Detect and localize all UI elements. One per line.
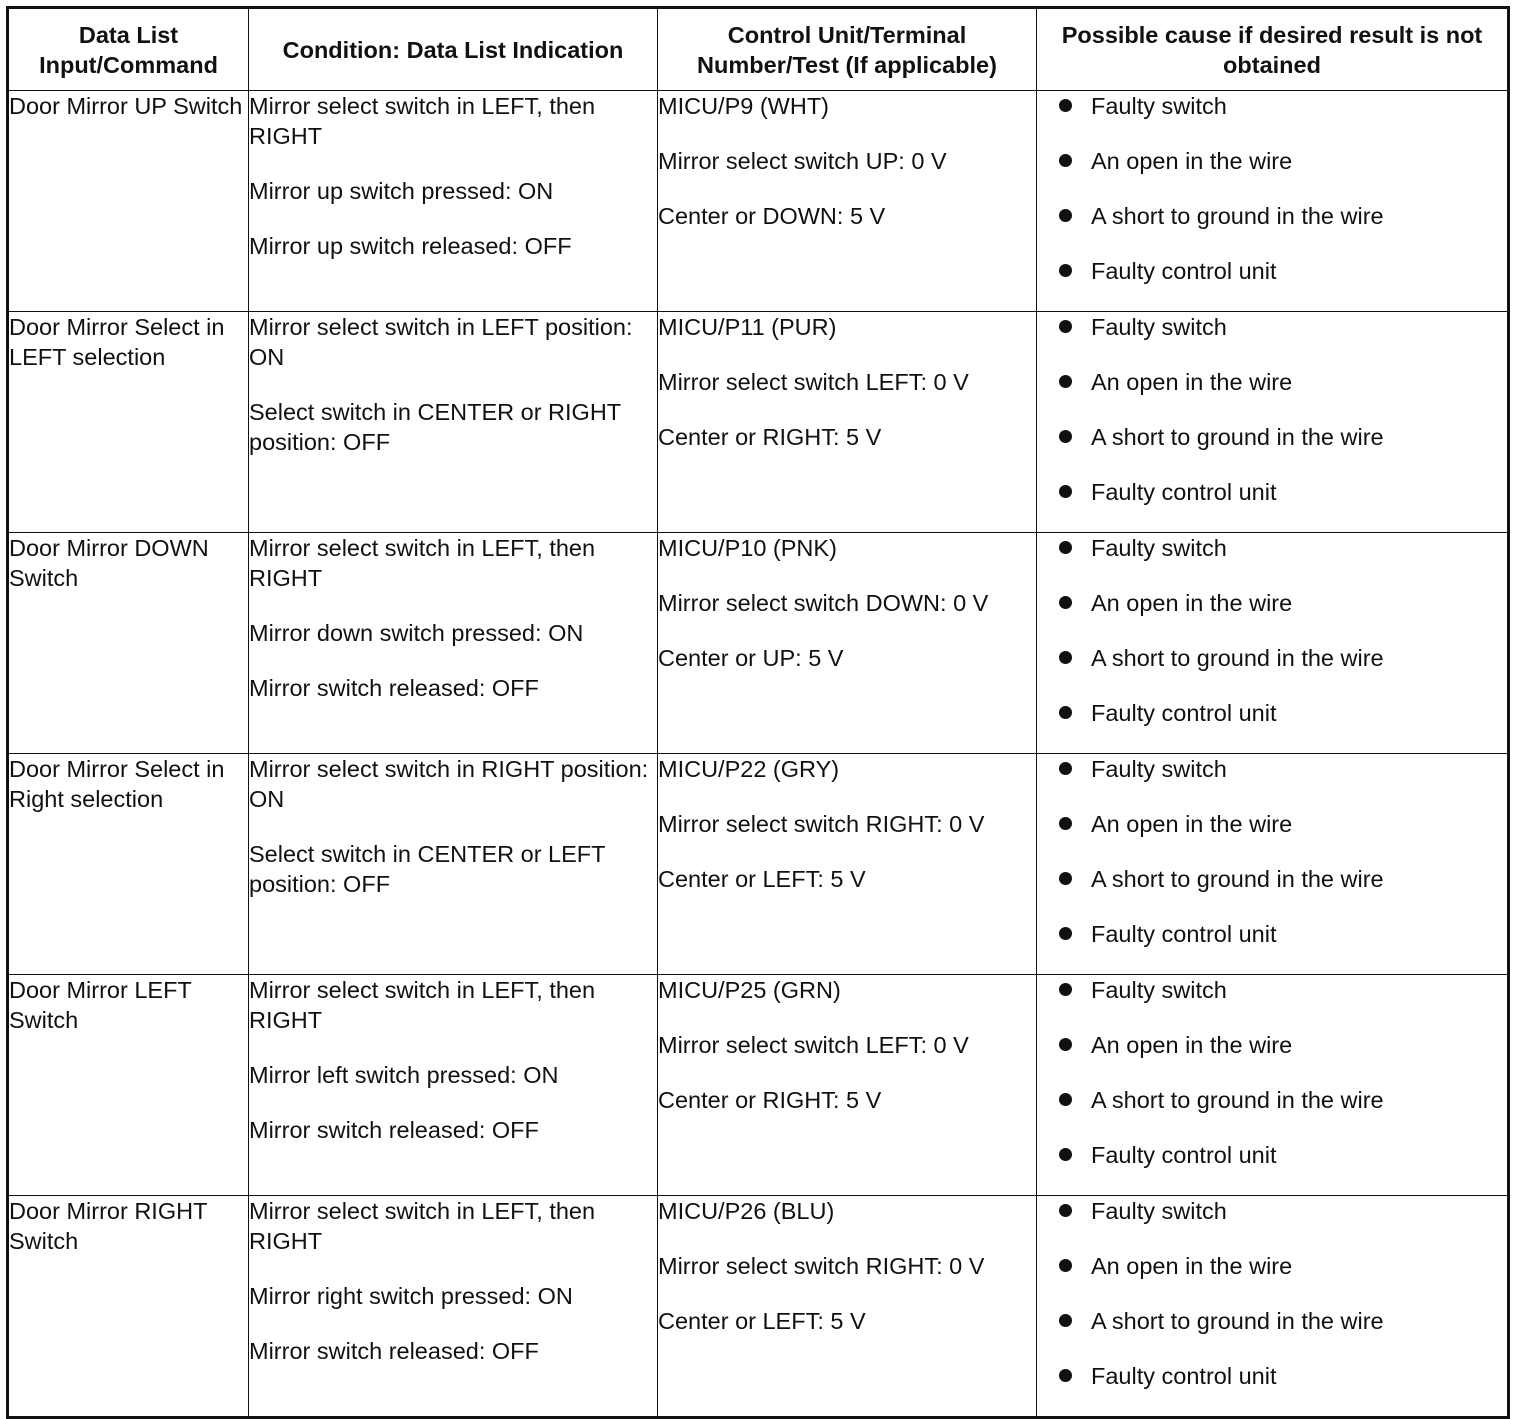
cause-text: Faulty control unit	[1091, 700, 1277, 726]
bullet-icon	[1059, 154, 1072, 167]
cause-item	[1037, 588, 1507, 618]
cell-possible-cause	[1037, 533, 1509, 754]
condition-text: Mirror up switch pressed: ON	[249, 178, 554, 204]
cell-terminal	[658, 754, 1037, 975]
cause-item	[1037, 422, 1507, 452]
cause-text: Faulty switch	[1091, 977, 1227, 1003]
cause-text: A short to ground in the wire	[1091, 203, 1384, 229]
condition-text: Mirror right switch pressed: ON	[249, 1283, 573, 1309]
header-terminal: Control Unit/Terminal Number/Test (If applicable)	[658, 8, 1037, 91]
cause-text: Faulty switch	[1091, 314, 1227, 340]
terminal-text: Center or LEFT: 5 V	[658, 866, 866, 892]
input-command-text: Door Mirror Select in LEFT selection	[9, 314, 225, 370]
cause-item	[1037, 698, 1507, 728]
bullet-icon	[1059, 983, 1072, 996]
table-row	[8, 91, 1509, 312]
cause-item	[1037, 477, 1507, 507]
cause-text: Faulty switch	[1091, 535, 1227, 561]
cause-text: Faulty control unit	[1091, 479, 1277, 505]
bullet-icon	[1059, 817, 1072, 830]
cause-text: Faulty switch	[1091, 1198, 1227, 1224]
condition-text: Mirror select switch in LEFT, then RIGHT	[249, 93, 596, 149]
bullet-icon	[1059, 541, 1072, 554]
condition-text: Mirror switch released: OFF	[249, 675, 539, 701]
header-possible-cause: Possible cause if desired result is not obtained	[1037, 8, 1509, 91]
cell-terminal	[658, 312, 1037, 533]
cell-condition	[249, 1196, 658, 1418]
cell-possible-cause	[1037, 975, 1509, 1196]
cell-input-command	[8, 312, 249, 533]
bullet-icon	[1059, 762, 1072, 775]
cell-input-command	[8, 1196, 249, 1418]
cause-item	[1037, 146, 1507, 176]
condition-text: Mirror up switch released: OFF	[249, 233, 572, 259]
cause-item	[1037, 1306, 1507, 1336]
terminal-text: Center or RIGHT: 5 V	[658, 1087, 882, 1113]
condition-text: Mirror select switch in LEFT, then RIGHT	[249, 535, 596, 591]
terminal-text: Mirror select switch DOWN: 0 V	[658, 590, 989, 616]
bullet-icon	[1059, 1369, 1072, 1382]
input-command-text: Door Mirror LEFT Switch	[9, 977, 192, 1033]
table-row	[8, 533, 1509, 754]
cause-item	[1037, 919, 1507, 949]
terminal-text: MICU/P22 (GRY)	[658, 756, 840, 782]
cause-item	[1037, 809, 1507, 839]
condition-text: Select switch in CENTER or RIGHT position: OFF	[249, 399, 621, 455]
bullet-icon	[1059, 209, 1072, 222]
cause-list	[1037, 533, 1507, 728]
cause-item	[1037, 1030, 1507, 1060]
cause-text: Faulty control unit	[1091, 921, 1277, 947]
cell-terminal	[658, 975, 1037, 1196]
header-input-command: Data List Input/Command	[8, 8, 249, 91]
cause-text: An open in the wire	[1091, 590, 1293, 616]
cause-text: Faulty switch	[1091, 93, 1227, 119]
cell-possible-cause	[1037, 1196, 1509, 1418]
cause-list	[1037, 754, 1507, 949]
bullet-icon	[1059, 872, 1072, 885]
bullet-icon	[1059, 927, 1072, 940]
bullet-icon	[1059, 264, 1072, 277]
cause-text: An open in the wire	[1091, 1253, 1293, 1279]
cell-possible-cause	[1037, 754, 1509, 975]
cell-input-command	[8, 754, 249, 975]
input-command-text: Door Mirror UP Switch	[9, 93, 243, 119]
condition-text: Mirror switch released: OFF	[249, 1117, 539, 1143]
condition-text: Select switch in CENTER or LEFT position: OFF	[249, 841, 606, 897]
cause-item	[1037, 643, 1507, 673]
condition-text: Mirror switch released: OFF	[249, 1338, 539, 1364]
cause-text: Faulty control unit	[1091, 1142, 1277, 1168]
cell-input-command	[8, 975, 249, 1196]
terminal-text: Center or RIGHT: 5 V	[658, 424, 882, 450]
cell-condition	[249, 754, 658, 975]
terminal-text: MICU/P9 (WHT)	[658, 93, 830, 119]
bullet-icon	[1059, 1148, 1072, 1161]
terminal-text: Mirror select switch LEFT: 0 V	[658, 1032, 969, 1058]
cause-item	[1037, 1085, 1507, 1115]
bullet-icon	[1059, 485, 1072, 498]
cell-terminal	[658, 1196, 1037, 1418]
terminal-text: Mirror select switch LEFT: 0 V	[658, 369, 969, 395]
cause-item	[1037, 256, 1507, 286]
cause-text: Faulty switch	[1091, 756, 1227, 782]
cell-possible-cause	[1037, 312, 1509, 533]
cell-condition	[249, 533, 658, 754]
cause-item	[1037, 864, 1507, 894]
cause-text: Faulty control unit	[1091, 1363, 1277, 1389]
header-condition: Condition: Data List Indication	[249, 8, 658, 91]
cause-item	[1037, 1251, 1507, 1281]
cause-text: A short to ground in the wire	[1091, 1308, 1384, 1334]
cause-item	[1037, 533, 1507, 563]
cause-text: An open in the wire	[1091, 148, 1293, 174]
terminal-text: Mirror select switch UP: 0 V	[658, 148, 947, 174]
bullet-icon	[1059, 1038, 1072, 1051]
cell-input-command	[8, 91, 249, 312]
cell-possible-cause	[1037, 91, 1509, 312]
terminal-text: MICU/P25 (GRN)	[658, 977, 841, 1003]
cause-text: A short to ground in the wire	[1091, 424, 1384, 450]
cause-text: A short to ground in the wire	[1091, 866, 1384, 892]
condition-text: Mirror select switch in RIGHT position: ON	[249, 756, 649, 812]
table-body	[8, 91, 1509, 1418]
input-command-text: Door Mirror RIGHT Switch	[9, 1198, 208, 1254]
input-command-text: Door Mirror DOWN Switch	[9, 535, 209, 591]
bullet-icon	[1059, 375, 1072, 388]
cause-list	[1037, 312, 1507, 507]
cause-item	[1037, 754, 1507, 784]
cell-terminal	[658, 533, 1037, 754]
cause-item	[1037, 1361, 1507, 1391]
cause-item	[1037, 975, 1507, 1005]
bullet-icon	[1059, 430, 1072, 443]
condition-text: Mirror down switch pressed: ON	[249, 620, 584, 646]
bullet-icon	[1059, 1093, 1072, 1106]
condition-text: Mirror select switch in LEFT position: ON	[249, 314, 633, 370]
table-row	[8, 312, 1509, 533]
cause-item	[1037, 201, 1507, 231]
input-command-text: Door Mirror Select in Right selection	[9, 756, 225, 812]
cause-item	[1037, 1196, 1507, 1226]
cause-text: An open in the wire	[1091, 811, 1293, 837]
table-row	[8, 975, 1509, 1196]
terminal-text: Mirror select switch RIGHT: 0 V	[658, 811, 985, 837]
cause-text: A short to ground in the wire	[1091, 1087, 1384, 1113]
terminal-text: Center or UP: 5 V	[658, 645, 844, 671]
terminal-text: MICU/P10 (PNK)	[658, 535, 837, 561]
cause-item	[1037, 367, 1507, 397]
cell-input-command	[8, 533, 249, 754]
table-row	[8, 1196, 1509, 1418]
terminal-text: Center or LEFT: 5 V	[658, 1308, 866, 1334]
condition-text: Mirror select switch in LEFT, then RIGHT	[249, 977, 596, 1033]
bullet-icon	[1059, 596, 1072, 609]
cause-text: Faulty control unit	[1091, 258, 1277, 284]
bullet-icon	[1059, 651, 1072, 664]
table-row	[8, 754, 1509, 975]
data-list-table	[6, 6, 1510, 1419]
cell-condition	[249, 91, 658, 312]
cause-text: A short to ground in the wire	[1091, 645, 1384, 671]
cell-condition	[249, 312, 658, 533]
bullet-icon	[1059, 320, 1072, 333]
terminal-text: MICU/P11 (PUR)	[658, 314, 837, 340]
cell-terminal	[658, 91, 1037, 312]
cell-condition	[249, 975, 658, 1196]
cause-item	[1037, 1140, 1507, 1170]
bullet-icon	[1059, 706, 1072, 719]
bullet-icon	[1059, 1259, 1072, 1272]
condition-text: Mirror left switch pressed: ON	[249, 1062, 559, 1088]
cause-list	[1037, 1196, 1507, 1391]
header-row	[8, 8, 1509, 91]
cause-item	[1037, 312, 1507, 342]
bullet-icon	[1059, 1314, 1072, 1327]
cause-text: An open in the wire	[1091, 369, 1293, 395]
bullet-icon	[1059, 99, 1072, 112]
cause-text: An open in the wire	[1091, 1032, 1293, 1058]
terminal-text: Center or DOWN: 5 V	[658, 203, 886, 229]
cause-list	[1037, 975, 1507, 1170]
cause-item	[1037, 91, 1507, 121]
cause-list	[1037, 91, 1507, 286]
terminal-text: Mirror select switch RIGHT: 0 V	[658, 1253, 985, 1279]
condition-text: Mirror select switch in LEFT, then RIGHT	[249, 1198, 596, 1254]
terminal-text: MICU/P26 (BLU)	[658, 1198, 835, 1224]
bullet-icon	[1059, 1204, 1072, 1217]
